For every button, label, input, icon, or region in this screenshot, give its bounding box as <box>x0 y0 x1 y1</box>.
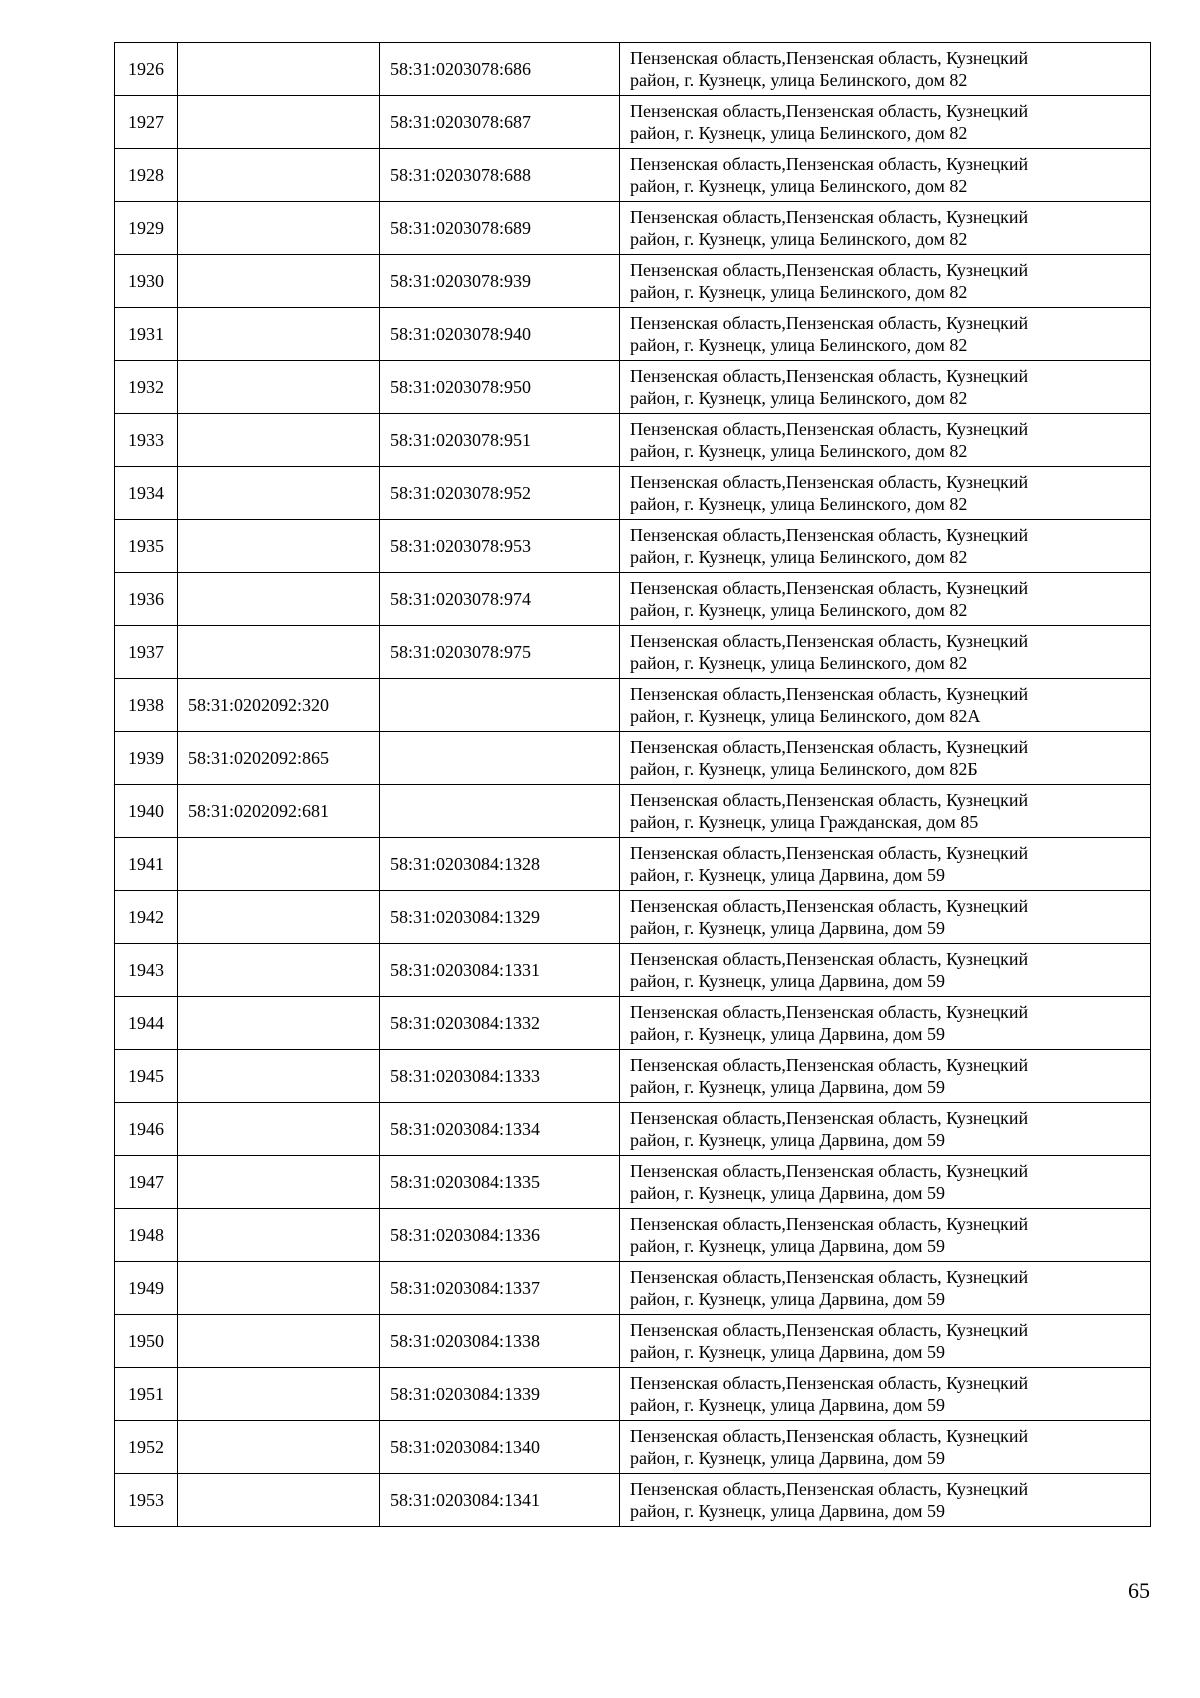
address-line-2: район, г. Кузнецк, улица Белинского, дом 82 <box>630 282 968 302</box>
address-line-1: Пензенская область,Пензенская область, Кузнецкий <box>630 578 1029 598</box>
land-cadastral-number-cell <box>178 1156 380 1209</box>
address-line-1: Пензенская область,Пензенская область, Кузнецкий <box>630 737 1029 757</box>
address-line-2: район, г. Кузнецк, улица Белинского, дом 82Б <box>630 759 978 779</box>
row-number-cell: 1952 <box>115 1421 178 1474</box>
row-number-cell: 1928 <box>115 149 178 202</box>
table-row <box>115 149 1151 202</box>
address-cell <box>620 414 1151 467</box>
address-line-1: Пензенская область,Пензенская область, Кузнецкий <box>630 949 1029 969</box>
address-line-2: район, г. Кузнецк, улица Белинского, дом 82 <box>630 229 968 249</box>
address-line-2: район, г. Кузнецк, улица Дарвина, дом 59 <box>630 971 946 991</box>
address-line-2: район, г. Кузнецк, улица Дарвина, дом 59 <box>630 1130 946 1150</box>
address-cell <box>620 96 1151 149</box>
row-number-cell: 1938 <box>115 679 178 732</box>
table-row <box>115 891 1151 944</box>
table-row <box>115 997 1151 1050</box>
land-cadastral-number-cell <box>178 1262 380 1315</box>
address-cell <box>620 1050 1151 1103</box>
address-cell <box>620 255 1151 308</box>
address-cell <box>620 1262 1151 1315</box>
address-line-2: район, г. Кузнецк, улица Белинского, дом 82 <box>630 70 968 90</box>
row-number-cell: 1947 <box>115 1156 178 1209</box>
table-row <box>115 1209 1151 1262</box>
address-line-2: район, г. Кузнецк, улица Белинского, дом 82 <box>630 335 968 355</box>
address-line-1: Пензенская область,Пензенская область, Кузнецкий <box>630 154 1029 174</box>
table-row <box>115 361 1151 414</box>
object-cadastral-number-cell: 58:31:0203084:1329 <box>380 891 620 944</box>
land-cadastral-number-cell <box>178 1421 380 1474</box>
land-cadastral-number-cell <box>178 96 380 149</box>
object-cadastral-number-cell: 58:31:0203078:952 <box>380 467 620 520</box>
address-line-2: район, г. Кузнецк, улица Белинского, дом 82 <box>630 600 968 620</box>
table-row <box>115 1474 1151 1527</box>
land-cadastral-number-cell <box>178 520 380 573</box>
land-cadastral-number-cell <box>178 202 380 255</box>
land-cadastral-number-cell <box>178 944 380 997</box>
object-cadastral-number-cell: 58:31:0203078:688 <box>380 149 620 202</box>
object-cadastral-number-cell: 58:31:0203078:950 <box>380 361 620 414</box>
address-line-2: район, г. Кузнецк, улица Белинского, дом 82 <box>630 123 968 143</box>
row-number-cell: 1931 <box>115 308 178 361</box>
row-number-cell: 1929 <box>115 202 178 255</box>
land-cadastral-number-cell <box>178 467 380 520</box>
table-row <box>115 1315 1151 1368</box>
address-line-1: Пензенская область,Пензенская область, Кузнецкий <box>630 1426 1029 1446</box>
address-line-2: район, г. Кузнецк, улица Белинского, дом 82 <box>630 494 968 514</box>
table-row <box>115 414 1151 467</box>
land-cadastral-number-cell <box>178 573 380 626</box>
address-line-1: Пензенская область,Пензенская область, Кузнецкий <box>630 684 1029 704</box>
table-row <box>115 732 1151 785</box>
address-line-2: район, г. Кузнецк, улица Белинского, дом 82 <box>630 547 968 567</box>
address-cell <box>620 997 1151 1050</box>
object-cadastral-number-cell: 58:31:0203078:689 <box>380 202 620 255</box>
address-line-1: Пензенская область,Пензенская область, Кузнецкий <box>630 631 1029 651</box>
address-cell <box>620 361 1151 414</box>
address-line-2: район, г. Кузнецк, улица Дарвина, дом 59 <box>630 1289 946 1309</box>
table-row <box>115 520 1151 573</box>
object-cadastral-number-cell: 58:31:0203078:975 <box>380 626 620 679</box>
row-number-cell: 1932 <box>115 361 178 414</box>
address-line-1: Пензенская область,Пензенская область, Кузнецкий <box>630 207 1029 227</box>
object-cadastral-number-cell: 58:31:0203078:687 <box>380 96 620 149</box>
address-cell <box>620 1315 1151 1368</box>
object-cadastral-number-cell: 58:31:0203084:1331 <box>380 944 620 997</box>
table-row <box>115 96 1151 149</box>
land-cadastral-number-cell: 58:31:0202092:865 <box>178 732 380 785</box>
land-cadastral-number-cell <box>178 1050 380 1103</box>
address-line-1: Пензенская область,Пензенская область, Кузнецкий <box>630 260 1029 280</box>
address-line-2: район, г. Кузнецк, улица Белинского, дом 82 <box>630 176 968 196</box>
address-line-1: Пензенская область,Пензенская область, Кузнецкий <box>630 1373 1029 1393</box>
address-cell <box>620 1103 1151 1156</box>
address-line-1: Пензенская область,Пензенская область, Кузнецкий <box>630 1002 1029 1022</box>
object-cadastral-number-cell: 58:31:0203084:1332 <box>380 997 620 1050</box>
row-number-cell: 1948 <box>115 1209 178 1262</box>
address-cell <box>620 308 1151 361</box>
address-line-2: район, г. Кузнецк, улица Дарвина, дом 59 <box>630 1395 946 1415</box>
land-cadastral-number-cell <box>178 43 380 96</box>
object-cadastral-number-cell: 58:31:0203084:1335 <box>380 1156 620 1209</box>
row-number-cell: 1949 <box>115 1262 178 1315</box>
row-number-cell: 1951 <box>115 1368 178 1421</box>
address-line-1: Пензенская область,Пензенская область, Кузнецкий <box>630 1320 1029 1340</box>
address-cell <box>620 43 1151 96</box>
address-line-2: район, г. Кузнецк, улица Дарвина, дом 59 <box>630 1024 946 1044</box>
address-line-1: Пензенская область,Пензенская область, Кузнецкий <box>630 101 1029 121</box>
address-line-1: Пензенская область,Пензенская область, Кузнецкий <box>630 525 1029 545</box>
row-number-cell: 1934 <box>115 467 178 520</box>
land-cadastral-number-cell: 58:31:0202092:320 <box>178 679 380 732</box>
table-row <box>115 573 1151 626</box>
table-row <box>115 1103 1151 1156</box>
table-row <box>115 202 1151 255</box>
address-cell <box>620 679 1151 732</box>
address-line-2: район, г. Кузнецк, улица Дарвина, дом 59 <box>630 1501 946 1521</box>
table-row <box>115 1421 1151 1474</box>
address-cell <box>620 785 1151 838</box>
address-line-2: район, г. Кузнецк, улица Белинского, дом 82 <box>630 388 968 408</box>
object-cadastral-number-cell: 58:31:0203084:1328 <box>380 838 620 891</box>
table-row <box>115 43 1151 96</box>
row-number-cell: 1942 <box>115 891 178 944</box>
row-number-cell: 1937 <box>115 626 178 679</box>
address-line-1: Пензенская область,Пензенская область, Кузнецкий <box>630 843 1029 863</box>
row-number-cell: 1950 <box>115 1315 178 1368</box>
row-number-cell: 1953 <box>115 1474 178 1527</box>
table-row <box>115 838 1151 891</box>
row-number-cell: 1944 <box>115 997 178 1050</box>
address-cell <box>620 573 1151 626</box>
address-line-1: Пензенская область,Пензенская область, Кузнецкий <box>630 1479 1029 1499</box>
address-line-1: Пензенская область,Пензенская область, Кузнецкий <box>630 1214 1029 1234</box>
object-cadastral-number-cell: 58:31:0203078:953 <box>380 520 620 573</box>
object-cadastral-number-cell <box>380 679 620 732</box>
address-cell <box>620 891 1151 944</box>
land-cadastral-number-cell <box>178 838 380 891</box>
land-cadastral-number-cell <box>178 1474 380 1527</box>
land-cadastral-number-cell <box>178 1103 380 1156</box>
address-line-1: Пензенская область,Пензенская область, Кузнецкий <box>630 313 1029 333</box>
address-line-1: Пензенская область,Пензенская область, Кузнецкий <box>630 48 1029 68</box>
address-cell <box>620 1474 1151 1527</box>
row-number-cell: 1941 <box>115 838 178 891</box>
table-row <box>115 679 1151 732</box>
table-row <box>115 1262 1151 1315</box>
address-cell <box>620 1156 1151 1209</box>
land-cadastral-number-cell <box>178 308 380 361</box>
table-row <box>115 308 1151 361</box>
registry-table <box>114 42 1151 1527</box>
table-row <box>115 1156 1151 1209</box>
address-line-1: Пензенская область,Пензенская область, Кузнецкий <box>630 1055 1029 1075</box>
address-cell <box>620 202 1151 255</box>
address-line-1: Пензенская область,Пензенская область, Кузнецкий <box>630 366 1029 386</box>
row-number-cell: 1939 <box>115 732 178 785</box>
address-line-2: район, г. Кузнецк, улица Белинского, дом 82 <box>630 441 968 461</box>
object-cadastral-number-cell: 58:31:0203084:1338 <box>380 1315 620 1368</box>
table-row <box>115 1368 1151 1421</box>
registry-table-body <box>115 43 1151 1527</box>
table-row <box>115 467 1151 520</box>
object-cadastral-number-cell: 58:31:0203078:974 <box>380 573 620 626</box>
land-cadastral-number-cell <box>178 997 380 1050</box>
address-cell <box>620 1421 1151 1474</box>
address-cell <box>620 732 1151 785</box>
table-row <box>115 944 1151 997</box>
row-number-cell: 1940 <box>115 785 178 838</box>
land-cadastral-number-cell <box>178 626 380 679</box>
object-cadastral-number-cell <box>380 732 620 785</box>
table-row <box>115 255 1151 308</box>
object-cadastral-number-cell: 58:31:0203078:951 <box>380 414 620 467</box>
address-line-2: район, г. Кузнецк, улица Белинского, дом 82А <box>630 706 981 726</box>
address-line-1: Пензенская область,Пензенская область, Кузнецкий <box>630 1108 1029 1128</box>
land-cadastral-number-cell <box>178 1315 380 1368</box>
address-cell <box>620 467 1151 520</box>
address-cell <box>620 626 1151 679</box>
address-line-1: Пензенская область,Пензенская область, Кузнецкий <box>630 1161 1029 1181</box>
land-cadastral-number-cell <box>178 255 380 308</box>
address-line-2: район, г. Кузнецк, улица Дарвина, дом 59 <box>630 1448 946 1468</box>
row-number-cell: 1927 <box>115 96 178 149</box>
land-cadastral-number-cell <box>178 414 380 467</box>
address-line-2: район, г. Кузнецк, улица Белинского, дом 82 <box>630 653 968 673</box>
land-cadastral-number-cell <box>178 361 380 414</box>
object-cadastral-number-cell: 58:31:0203084:1337 <box>380 1262 620 1315</box>
address-line-2: район, г. Кузнецк, улица Дарвина, дом 59 <box>630 1183 946 1203</box>
address-line-2: район, г. Кузнецк, улица Дарвина, дом 59 <box>630 1342 946 1362</box>
row-number-cell: 1946 <box>115 1103 178 1156</box>
address-line-1: Пензенская область,Пензенская область, Кузнецкий <box>630 419 1029 439</box>
address-line-1: Пензенская область,Пензенская область, Кузнецкий <box>630 1267 1029 1287</box>
address-line-2: район, г. Кузнецк, улица Дарвина, дом 59 <box>630 865 946 885</box>
table-row <box>115 1050 1151 1103</box>
object-cadastral-number-cell: 58:31:0203084:1341 <box>380 1474 620 1527</box>
address-cell <box>620 838 1151 891</box>
row-number-cell: 1945 <box>115 1050 178 1103</box>
land-cadastral-number-cell <box>178 149 380 202</box>
address-line-1: Пензенская область,Пензенская область, Кузнецкий <box>630 896 1029 916</box>
address-line-2: район, г. Кузнецк, улица Дарвина, дом 59 <box>630 1236 946 1256</box>
row-number-cell: 1926 <box>115 43 178 96</box>
address-cell <box>620 520 1151 573</box>
land-cadastral-number-cell <box>178 891 380 944</box>
land-cadastral-number-cell <box>178 1368 380 1421</box>
address-line-2: район, г. Кузнецк, улица Дарвина, дом 59 <box>630 918 946 938</box>
table-row <box>115 785 1151 838</box>
object-cadastral-number-cell: 58:31:0203084:1333 <box>380 1050 620 1103</box>
table-row <box>115 626 1151 679</box>
address-cell <box>620 944 1151 997</box>
object-cadastral-number-cell <box>380 785 620 838</box>
land-cadastral-number-cell: 58:31:0202092:681 <box>178 785 380 838</box>
object-cadastral-number-cell: 58:31:0203084:1339 <box>380 1368 620 1421</box>
address-line-2: район, г. Кузнецк, улица Дарвина, дом 59 <box>630 1077 946 1097</box>
land-cadastral-number-cell <box>178 1209 380 1262</box>
row-number-cell: 1936 <box>115 573 178 626</box>
object-cadastral-number-cell: 58:31:0203084:1334 <box>380 1103 620 1156</box>
object-cadastral-number-cell: 58:31:0203078:939 <box>380 255 620 308</box>
row-number-cell: 1943 <box>115 944 178 997</box>
row-number-cell: 1930 <box>115 255 178 308</box>
address-cell <box>620 149 1151 202</box>
object-cadastral-number-cell: 58:31:0203084:1340 <box>380 1421 620 1474</box>
address-line-1: Пензенская область,Пензенская область, Кузнецкий <box>630 472 1029 492</box>
address-line-2: район, г. Кузнецк, улица Гражданская, дом 85 <box>630 812 979 832</box>
object-cadastral-number-cell: 58:31:0203084:1336 <box>380 1209 620 1262</box>
page-number: 65 <box>1128 1578 1150 1603</box>
row-number-cell: 1933 <box>115 414 178 467</box>
object-cadastral-number-cell: 58:31:0203078:940 <box>380 308 620 361</box>
address-cell <box>620 1368 1151 1421</box>
row-number-cell: 1935 <box>115 520 178 573</box>
address-line-1: Пензенская область,Пензенская область, Кузнецкий <box>630 790 1029 810</box>
object-cadastral-number-cell: 58:31:0203078:686 <box>380 43 620 96</box>
address-cell <box>620 1209 1151 1262</box>
